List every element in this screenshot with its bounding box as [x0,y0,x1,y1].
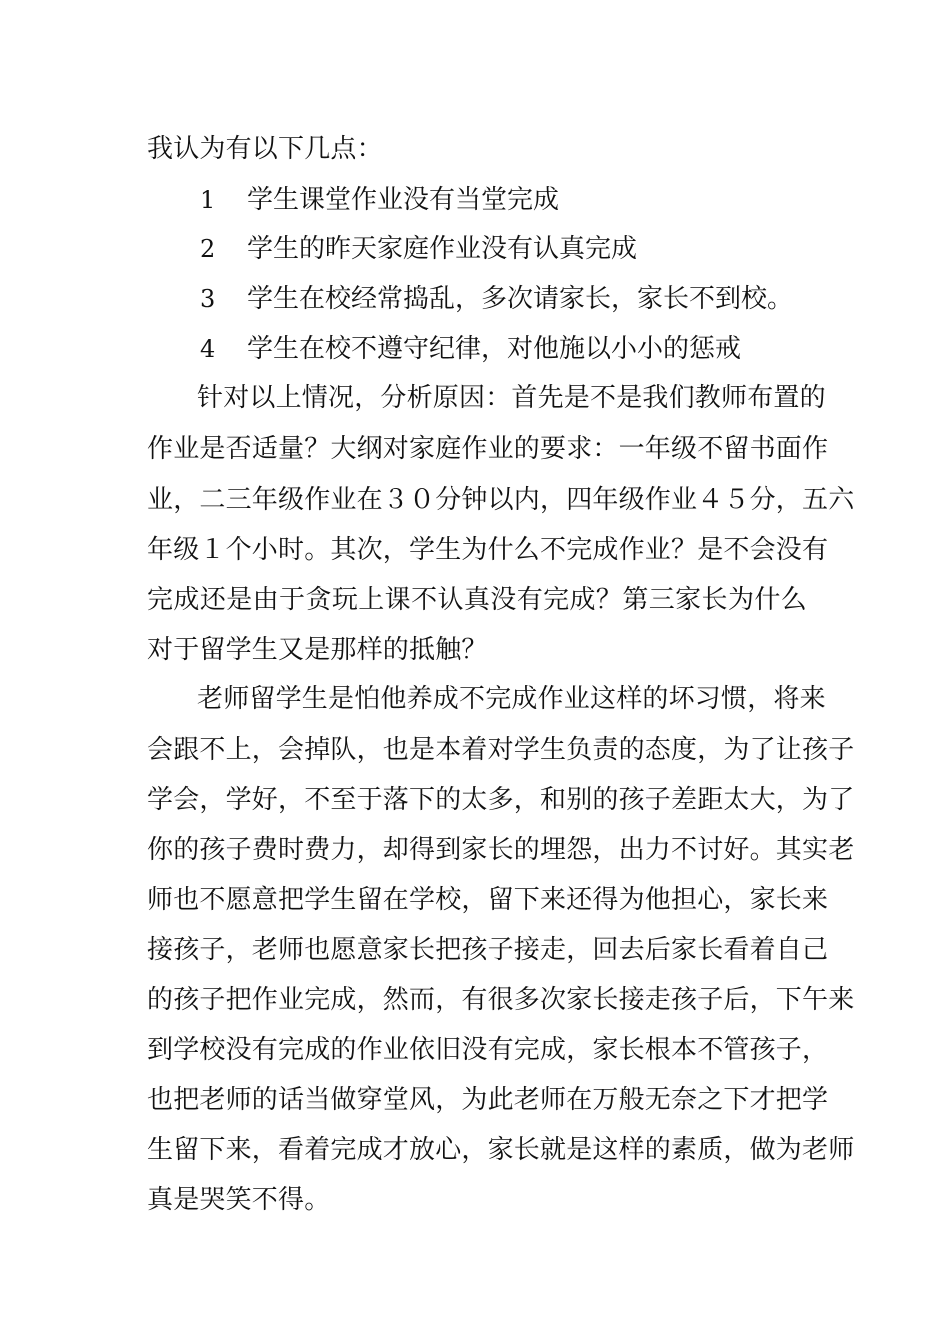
paragraph-line: 的孩子把作业完成，然而，有很多次家长接走孩子后，下午来 [147,985,855,1015]
list-item-number: 1 [200,186,216,214]
paragraph-line: 作业是否适量？大纲对家庭作业的要求：一年级不留书面作 [147,434,829,464]
list-item-number: 3 [200,285,216,313]
paragraph-line: 完成还是由于贪玩上课不认真没有完成？第三家长为什么 [147,585,807,615]
list-item-text: 学生的昨天家庭作业没有认真完成 [247,234,638,264]
paragraph-line: 生留下来，看着完成才放心，家长就是这样的素质，做为老师 [147,1135,855,1165]
paragraph-line: 对于留学生又是那样的抵触？ [147,635,488,665]
paragraph-line: 针对以上情况，分析原因：首先是不是我们教师布置的 [197,383,826,413]
list-item-text: 学生课堂作业没有当堂完成 [247,185,560,215]
list-item-number: 4 [200,335,216,363]
list-item-text: 学生在校不遵守纪律，对他施以小小的惩戒 [247,334,742,364]
paragraph-line: 也把老师的话当做穿堂风，为此老师在万般无奈之下才把学 [147,1085,829,1115]
intro-line: 我认为有以下几点： [147,134,383,164]
paragraph-line: 老师留学生是怕他养成不完成作业这样的坏习惯，将来 [197,684,826,714]
paragraph-line: 业，二三年级作业在３０分钟以内，四年级作业４５分，五六 [147,485,855,515]
paragraph-line: 你的孩子费时费力，却得到家长的埋怨，出力不讨好。其实老 [147,835,855,865]
paragraph-line: 师也不愿意把学生留在学校，留下来还得为他担心，家长来 [147,885,829,915]
list-item-text: 学生在校经常捣乱，多次请家长，家长不到校。 [247,284,794,314]
paragraph-line: 年级１个小时。其次，学生为什么不完成作业？是不会没有 [147,535,829,565]
paragraph-line: 真是哭笑不得。 [147,1185,331,1215]
paragraph-line: 到学校没有完成的作业依旧没有完成，家长根本不管孩子， [147,1035,829,1065]
paragraph-line: 接孩子，老师也愿意家长把孩子接走，回去后家长看着自己 [147,935,829,965]
list-item-number: 2 [200,235,216,263]
paragraph-line: 学会，学好，不至于落下的太多，和别的孩子差距太大，为了 [147,785,855,815]
paragraph-line: 会跟不上，会掉队，也是本着对学生负责的态度，为了让孩子 [147,735,855,765]
